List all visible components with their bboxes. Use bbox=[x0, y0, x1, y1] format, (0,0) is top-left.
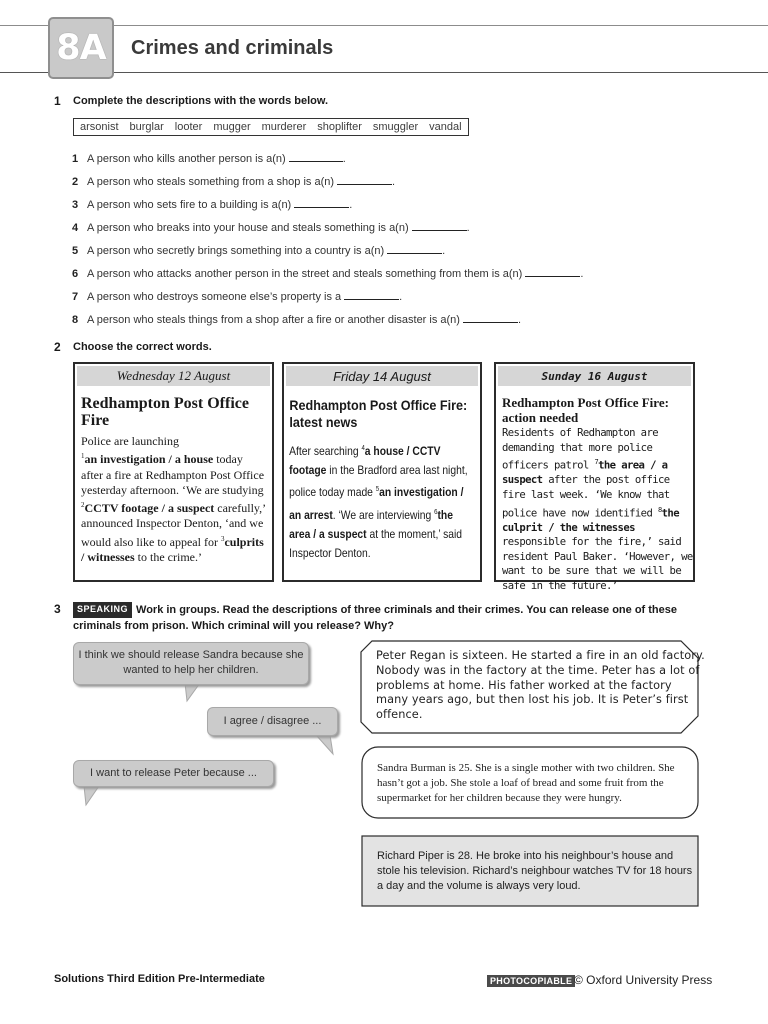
exercise-1-item: 1 A person who kills another person is a(n) . bbox=[72, 153, 346, 165]
article-body: Police are launching $^1$an investigation / a house today after a fire at Redhampton Post Office yesterday afternoon. ‘We are studying $^2$CCTV footage / a suspect carefully,’ announced Inspector Denton, ‘and we would also like to appeal for $^3$culprits / witnesses to the crime.’ bbox=[81, 434, 266, 565]
option-choice[interactable]: an investigation / an arrest bbox=[289, 485, 464, 522]
exercise-1-number: 1 bbox=[54, 94, 61, 108]
exercise-3-instruction: SPEAKING Work in groups. Read the descriptions of three criminals and their crimes. You can release one of these criminals from prison. Which criminal will you release? Why? bbox=[73, 604, 677, 632]
article-date: Wednesday 12 August bbox=[77, 366, 270, 386]
exercise-1-instruction: Complete the descriptions with the words below. bbox=[73, 95, 329, 107]
article-headline: Redhampton Post Office Fire bbox=[81, 395, 249, 429]
option-choice[interactable]: a house / CCTV footage bbox=[289, 444, 441, 478]
word: vandal bbox=[429, 121, 462, 133]
article-date: Sunday 16 August bbox=[498, 366, 691, 386]
criminal-card-sandra: Sandra Burman is 25. She is a single mother with two children. She hasn’t got a job. She stole a loaf of bread and some fruit from the supermarket for her children because they were hungry. bbox=[377, 762, 675, 804]
unit-badge: 8A bbox=[48, 17, 114, 79]
speech-bubble: I agree / disagree ... bbox=[207, 707, 338, 736]
option-choice[interactable]: the area / a suspect bbox=[289, 507, 453, 541]
option-choice[interactable]: culprits / witnesses bbox=[81, 534, 264, 565]
exercise-1-item: 5 A person who secretly brings something into a country is a(n) . bbox=[72, 245, 446, 257]
speaking-badge: SPEAKING bbox=[73, 602, 132, 618]
exercise-1-item: 2 A person who steals something from a shop is a(n) . bbox=[72, 176, 396, 188]
exercise-2-instruction: Choose the correct words. bbox=[73, 341, 212, 353]
criminal-card-peter: Peter Regan is sixteen. He started a fire in an old factory. Nobody was in the factory at the time. Peter has a lot of problems at home. His father worked at the factory many years ago, but then lost his job. It is Peter’s first offence. bbox=[376, 649, 705, 722]
word: arsonist bbox=[80, 121, 119, 133]
word: mugger bbox=[213, 121, 251, 133]
speech-bubble: I want to release Peter because ... bbox=[73, 760, 274, 787]
word: smuggler bbox=[372, 121, 419, 133]
photocopiable-badge: PHOTOCOPIABLE bbox=[487, 975, 575, 987]
footer-book-title: Solutions Third Edition Pre-Intermediate bbox=[54, 973, 265, 985]
exercise-1-item: 4 A person who breaks into your house and steals something is a(n) . bbox=[72, 222, 470, 234]
word: murderer bbox=[261, 121, 307, 133]
exercise-1-item: 6 A person who attacks another person in the street and steals something from them is a(n) . bbox=[72, 268, 584, 280]
article-headline: Redhampton Post Office Fire: action needed bbox=[502, 395, 669, 425]
option-choice[interactable]: an investigation / a house bbox=[84, 452, 214, 467]
exercise-1-item: 3 A person who sets fire to a building is a(n) . bbox=[72, 199, 353, 211]
option-choice[interactable]: the area / a suspect bbox=[502, 459, 668, 487]
article-body: After searching $^4$a house / CCTV footage in the Bradford area last night, police today made $^5$an investigation / an arrest. ‘We are interviewing $^6$the area / a suspect at the moment,’ said Inspector Denton. bbox=[289, 444, 468, 561]
word: looter bbox=[174, 121, 203, 133]
exercise-1-item: 7 A person who destroys someone else’s property is a . bbox=[72, 291, 403, 303]
option-choice[interactable]: the culprit / the witnesses bbox=[502, 507, 679, 534]
exercise-1-item: 8 A person who steals things from a shop after a fire or another disaster is a(n) . bbox=[72, 314, 522, 326]
footer-publisher: © Oxford University Press bbox=[574, 973, 713, 987]
word: shoplifter bbox=[317, 121, 362, 133]
option-choice[interactable]: CCTV footage / a suspect bbox=[84, 501, 215, 516]
article-body: Residents of Redhampton are demanding that more police officers patrol $^7$the area / a suspect after the post office fire last week. ‘We know that police have now identified $^8$the culprit / the witnesses responsible for the fire,’ said resident Paul Baker. ‘However, we want to be sure that we will be safe in the future.’ bbox=[502, 427, 693, 592]
exercise-2-number: 2 bbox=[54, 340, 61, 354]
speech-bubble: I think we should release Sandra because she wanted to help her children. bbox=[73, 642, 309, 685]
criminal-card-richard: Richard Piper is 28. He broke into his neighbour’s house and stole his television. Richard’s neighbour watches TV for 18 hours a day and the volume is always very loud. bbox=[377, 850, 693, 892]
page-title: Crimes and criminals bbox=[131, 37, 334, 59]
article-headline: Redhampton Post Office Fire: latest news bbox=[289, 397, 468, 430]
exercise-3-number: 3 bbox=[54, 602, 61, 616]
word: burglar bbox=[129, 121, 164, 133]
article-date: Friday 14 August bbox=[286, 366, 478, 386]
